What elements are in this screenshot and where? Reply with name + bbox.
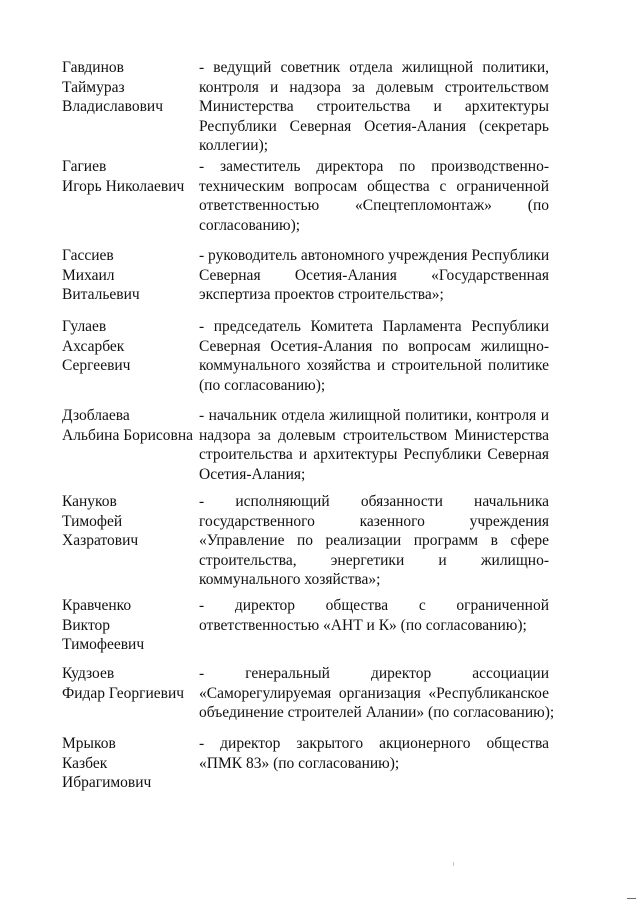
member-name-line: Кануков [62,493,117,510]
member-name [62,664,197,703]
member-name-line: Гавдинов [62,59,124,76]
member-name-line: Фидар Георгиевич [62,684,185,702]
member-name [62,734,197,793]
member-position [199,664,555,723]
member-position-line: - генеральный директор ассоциации [199,665,549,682]
member-name-line: Гассиев [62,247,114,264]
member-name-line: Игорь Николаевич [62,177,185,195]
member-position-line: надзора за долевым строительством Министерства [199,426,549,444]
member-name [62,317,197,376]
member-name-line: Виктор [62,616,111,634]
member-position-line: техническим вопросам общества с ограниченной [199,177,549,195]
member-position-line: ответственностью «АНТ и К» (по согласованию); [199,616,527,634]
member-position-line: «Саморегулируемая организация «Республиканское [199,684,549,702]
member-position-line: «ПМК 83» (по согласованию); [199,754,400,772]
member-position [199,406,549,484]
member-name-line: Казбек [62,754,108,772]
member-name [62,406,197,445]
member-name-line: Владиславович [62,98,163,115]
member-name-line: Тимофей [62,512,123,530]
member-name-line: Хазратович [62,532,139,549]
member-position-line: - руководитель автономного учреждения Республики [199,247,550,264]
member-name [62,58,197,117]
member-name-line: Витальевич [62,286,140,303]
member-position-line: строительства, энергетики и жилищно- [199,551,549,569]
member-position-line: Северная Осетия-Алания «Государственная [199,266,549,284]
member-position [199,734,549,773]
member-name-line: Ибрагимович [62,774,152,791]
member-position [199,246,549,305]
member-position-line: «Управление по реализации программ в сфере [199,532,549,549]
member-position-line: ответственностью «Спецтепломонтаж» (по [199,197,549,214]
member-position-line: - директор закрытого акционерного общества [199,735,549,752]
member-position-line: (по согласованию); [199,376,326,394]
member-name-line: Кудзоев [62,665,115,682]
member-position-line: коллегии); [199,137,269,154]
member-name [62,492,197,551]
member-position-line: - заместитель директора по производственно- [199,158,549,175]
member-position-line: Осетия-Алания; [199,465,306,483]
member-position-line: строительства и архитектуры Республики Северная [199,446,549,463]
member-position [199,492,549,590]
member-name-line: Тимофеевич [62,636,145,653]
member-position-line: - начальник отдела жилищной политики, контроля и [199,407,549,424]
member-name-line: Таймураз [62,78,125,96]
member-position-line: контроля и надзора за долевым строительством [199,78,549,96]
member-name-line: Ахсарбек [62,337,125,355]
member-position-line: государственного казенного учреждения [199,512,549,530]
scan-mark [627,898,636,899]
member-position [199,596,549,635]
member-name-line: Мрыков [62,735,116,752]
member-position-line: экспертиза проектов строительства»; [199,286,444,303]
member-position [199,317,549,395]
member-name-line: Дзоблаева [62,407,130,424]
member-name-line: Альбина Борисовна [62,426,194,444]
member-name-line: Кравченко [62,597,132,614]
member-position-line: Республики Северная Осетия-Алания (секретарь [199,117,549,135]
member-position-line: объединение строителей Алании» (по согласованию); [199,704,555,721]
member-position [199,58,549,156]
member-position-line: - исполняющий обязанности начальника [199,493,549,510]
member-position-line: Северная Осетия-Алания по вопросам жилищно- [199,337,549,355]
member-position-line: - ведущий советник отдела жилищной политики, [199,59,549,76]
member-name-line: Михаил [62,266,115,284]
member-name [62,246,197,305]
member-position-line: коммунального хозяйства и строительной политике [199,357,549,374]
member-position-line: коммунального хозяйства»; [199,571,381,588]
member-position [199,157,549,235]
member-name-line: Сергеевич [62,357,131,374]
member-position-line: - председатель Комитета Парламента Республики [199,318,549,335]
member-name-line: Гулаев [62,318,107,335]
member-name-line: Гагиев [62,158,107,175]
member-name [62,157,197,196]
member-name [62,596,197,655]
member-position-line: согласованию); [199,216,301,234]
scan-mark [453,862,454,866]
member-position-line: - директор общества с ограниченной [199,597,549,614]
member-position-line: Министерства строительства и архитектуры [199,98,549,115]
